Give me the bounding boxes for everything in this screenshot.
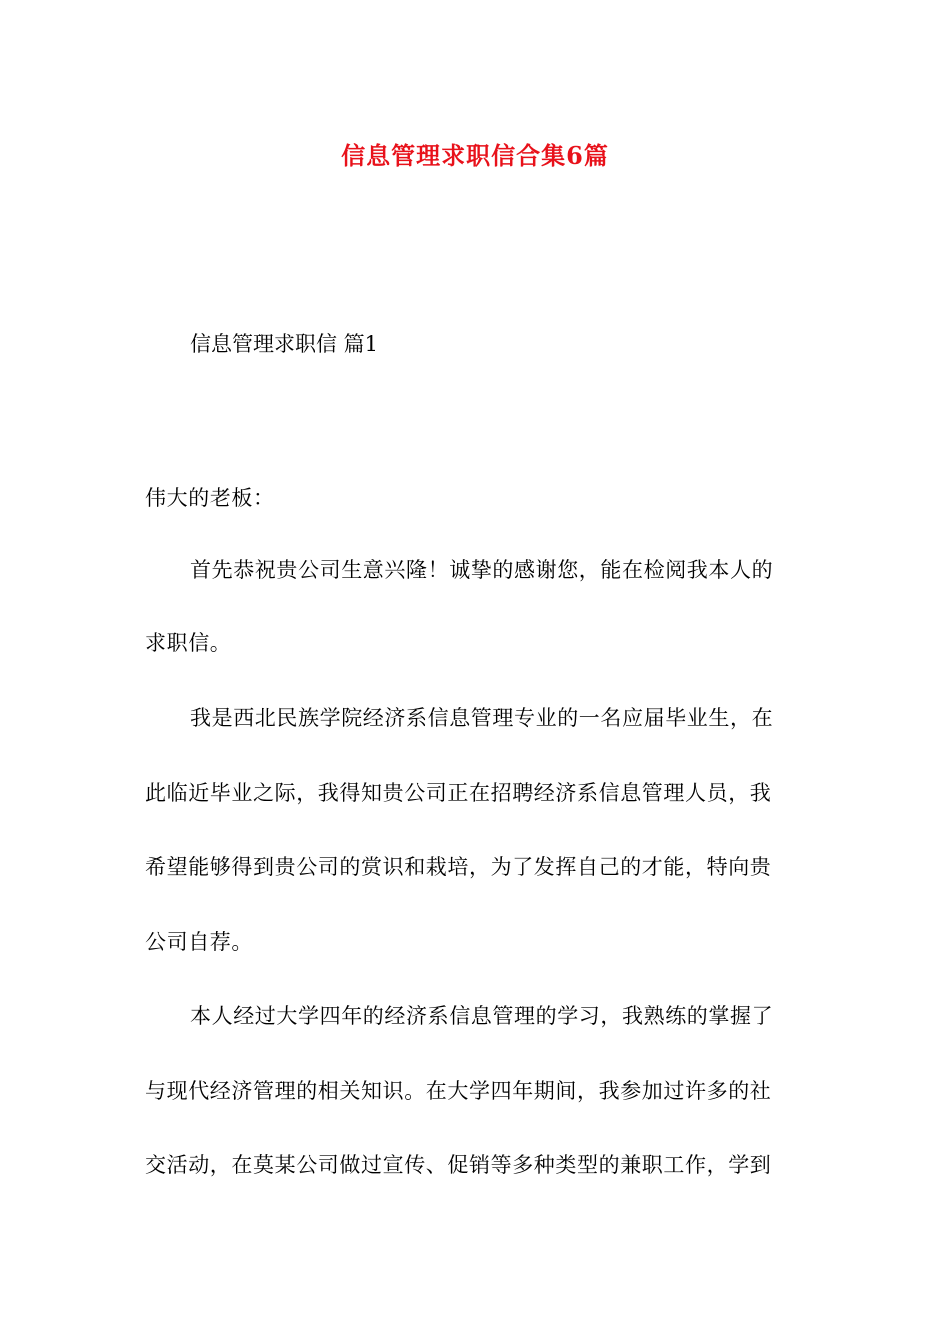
paragraph-line: 交活动，在莫某公司做过宣传、促销等多种类型的兼职工作，学到 (145, 1153, 772, 1177)
paragraph-line: 首先恭祝贵公司生意兴隆！诚挚的感谢您，能在检阅我本人的 (190, 558, 774, 582)
salutation: 伟大的老板： (145, 486, 275, 510)
paragraph-line: 我是西北民族学院经济系信息管理专业的一名应届毕业生，在 (190, 706, 774, 730)
paragraph-line: 此临近毕业之际，我得知贵公司正在招聘经济系信息管理人员，我 (145, 781, 772, 805)
paragraph-line: 求职信。 (145, 631, 232, 655)
paragraph-line: 公司自荐。 (145, 930, 253, 954)
paragraph-line: 希望能够得到贵公司的赏识和栽培，为了发挥自己的才能，特向贵 (145, 855, 772, 879)
paragraph-line: 本人经过大学四年的经济系信息管理的学习，我熟练的掌握了 (190, 1004, 774, 1028)
document-title: 信息管理求职信合集6篇 (341, 141, 609, 170)
paragraph-line: 与现代经济管理的相关知识。在大学四年期间，我参加过许多的社 (145, 1079, 772, 1103)
section-heading: 信息管理求职信 篇1 (190, 332, 379, 356)
